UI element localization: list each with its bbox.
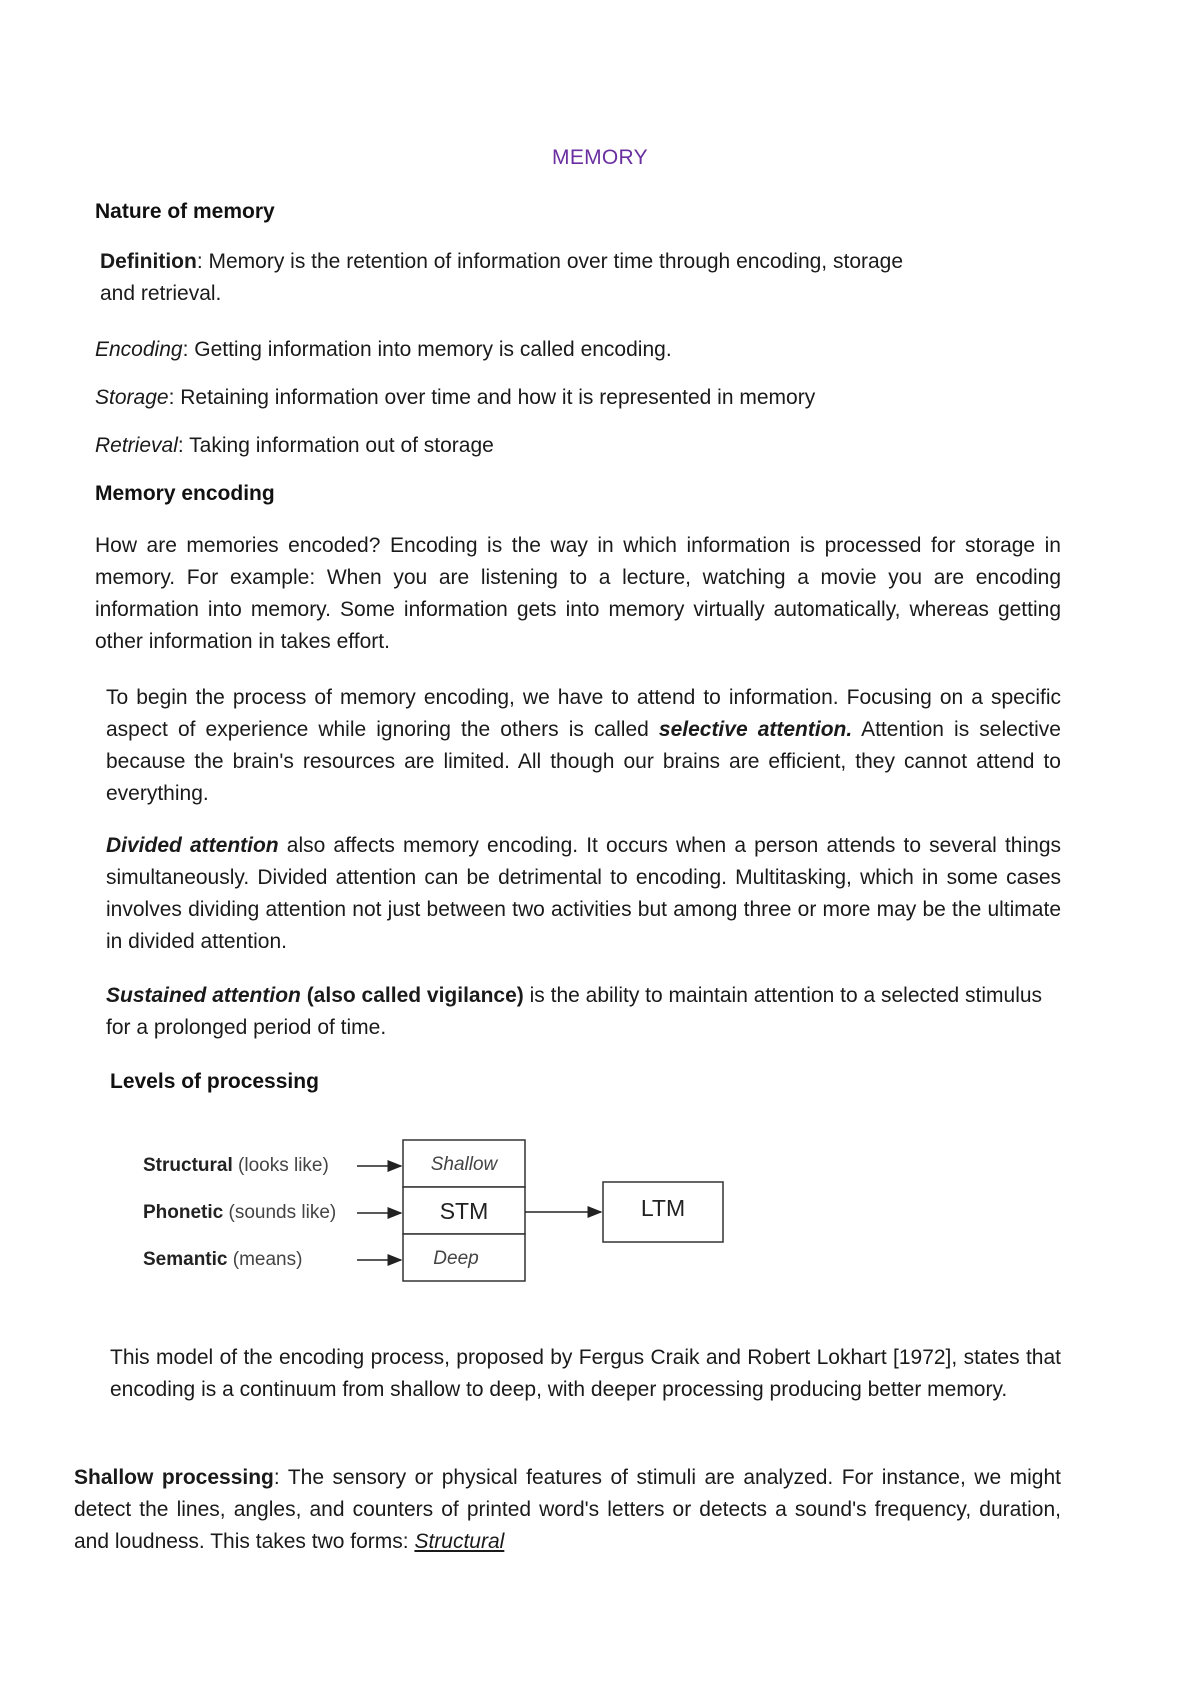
box-deep-label: Deep	[433, 1248, 479, 1269]
heading-memory-encoding: Memory encoding	[95, 482, 275, 505]
encoding-paragraph-1: How are memories encoded? Encoding is the way in which information is processed for storage in memory. For example: When you are listening to a lecture, watching a movie you are encoding information into memory. Some information gets into memory virtually automatically, whereas getting other information in takes effort.	[95, 534, 1061, 653]
sustained-attention-paragraph	[106, 980, 1061, 1044]
encoding-term: Encoding	[95, 338, 183, 361]
level-label-phonetic: Phonetic (sounds like)	[143, 1202, 337, 1223]
storage-text: : Retaining information over time and how it is represented in memory	[168, 386, 816, 409]
para2-after: Attention is selective because the brain's resources are limited. All though our brains are efficient, they cannot attend to everything.	[106, 718, 1061, 805]
encoding-line	[95, 338, 672, 362]
vigilance-note: (also called vigilance)	[300, 984, 524, 1007]
storage-term: Storage	[95, 386, 169, 409]
divided-attention-term: Divided attention	[106, 834, 279, 857]
para2-before: To begin the process of memory encoding, we have to attend to information. Focusing on a specific aspect of experience while ignoring the others is called	[106, 686, 1061, 741]
levels-of-processing-diagram	[135, 1130, 735, 1295]
para3-after: also affects memory encoding. It occurs when a person attends to several things simultaneously. Divided attention can be detrimental to encoding. Multitasking, which in some cases involves dividing attention not just between two activities but among three or more may be the ultimate in divided attention.	[106, 834, 1061, 953]
retrieval-line	[95, 434, 494, 458]
shallow-processing-term: Shallow processing	[74, 1466, 274, 1489]
heading-nature-of-memory: Nature of memory	[95, 200, 275, 223]
retrieval-text: : Taking information out of storage	[177, 434, 494, 457]
storage-line	[95, 386, 815, 410]
definition-text-line2: and retrieval.	[100, 282, 222, 305]
shallow-processing-text: : The sensory or physical features of stimuli are analyzed. For instance, we might detect the lines, angles, and counters of printed word's letters or detects a sound's frequency, duration, and loudness. This takes two forms:	[74, 1466, 1062, 1553]
sustained-attention-term: Sustained attention	[106, 984, 301, 1007]
selective-attention-paragraph	[106, 682, 1061, 810]
divided-attention-paragraph	[106, 830, 1061, 958]
box-stm-label: STM	[439, 1198, 489, 1224]
box-shallow-label: Shallow	[430, 1154, 498, 1175]
level-label-structural: Structural (looks like)	[143, 1155, 329, 1176]
structural-trailing-term: Structural	[414, 1530, 505, 1553]
page-title: MEMORY	[552, 146, 648, 169]
definition-label: Definition	[100, 250, 197, 273]
retrieval-term: Retrieval	[95, 434, 178, 457]
heading-levels-of-processing: Levels of processing	[110, 1070, 319, 1093]
model-paragraph: This model of the encoding process, proposed by Fergus Craik and Robert Lokhart [1972], states that encoding is a continuum from shallow to deep, with deeper processing producing better memory.	[110, 1346, 1061, 1401]
box-ltm-label: LTM	[640, 1195, 686, 1221]
para4-after: is the ability to maintain attention to a selected stimulus for a prolonged period of time.	[106, 984, 1043, 1039]
shallow-processing-paragraph	[74, 1462, 1061, 1558]
definition-text-line1: : Memory is the retention of information over time through encoding, storage	[196, 250, 904, 273]
selective-attention-term: selective attention.	[658, 718, 853, 741]
encoding-text: : Getting information into memory is called encoding.	[182, 338, 672, 361]
level-label-semantic: Semantic (means)	[143, 1249, 303, 1270]
definition-paragraph	[100, 246, 1050, 310]
